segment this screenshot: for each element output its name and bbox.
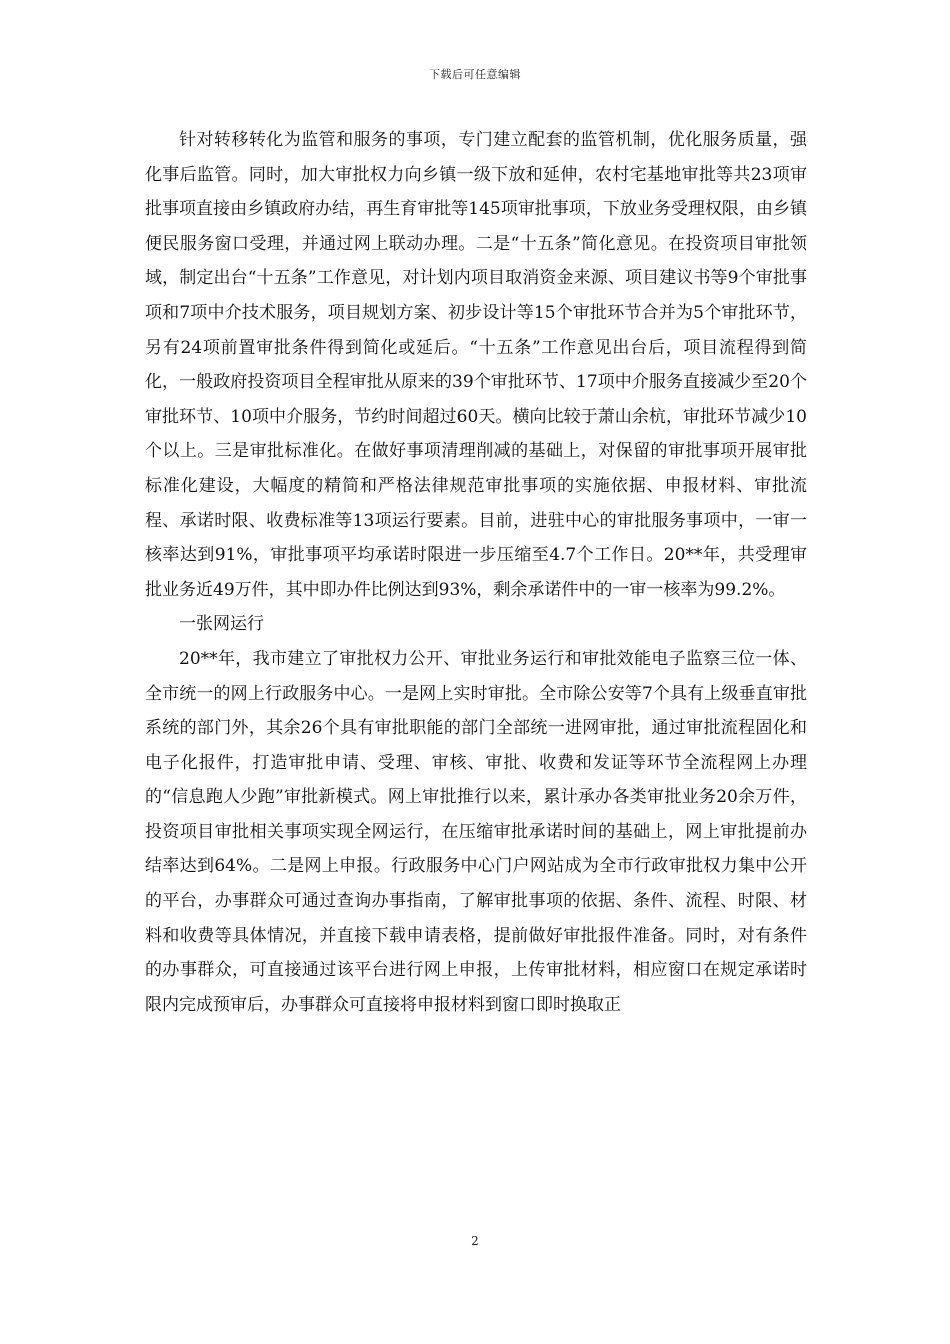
body-paragraph: 20**年，我市建立了审批权力公开、审批业务运行和审批效能电子监察三位一体、全市统一的网上行政服务中心。一是网上实时审批。全市除公安等7个具有上级垂直审批系统的部门外，其余26个具有审批职能的部门全部统一进网审批，通过审批流程固化和电子化报件，打造审批申请、受理、审核、审批、收费和发证等环节全流程网上办理的“信息跑人少跑”审批新模式。网上审批推行以来，累计承办各类审批业务20余万件，投资项目审批相关事项实现全网运行，在压缩审批承诺时间的基础上，网上审批提前办结率达到64%。二是网上申报。行政服务中心门户网站成为全市行政审批权力集中公开的平台，办事群众可通过查询办事指南，了解审批事项的依据、条件、流程、时限、材料和收费等具体情况，并直接下载申请表格，提前做好审批报件准备。同时，对有条件的办事群众，可直接通过该平台进行网上申报，上传审批材料，相应窗口在规定承诺时限内完成预审后，办事群众可直接将申报材料到窗口即时换取正 bbox=[145, 648, 807, 1015]
section-heading: 一张网运行 bbox=[179, 614, 264, 635]
document-body bbox=[145, 123, 807, 1022]
page-number: 2 bbox=[471, 1234, 479, 1248]
body-paragraph: 针对转移转化为监管和服务的事项，专门建立配套的监管机制，优化服务质量，强化事后监管。同时，加大审批权力向乡镇一级下放和延伸，农村宅基地审批等共23项审批事项直接由乡镇政府办结，再生育审批等145项审批事项，下放业务受理权限，由乡镇便民服务窗口受理，并通过网上联动办理。二是“十五条”简化意见。在投资项目审批领域，制定出台“十五条”工作意见，对计划内项目取消资金来源、项目建议书等9个审批事项和7项中介技术服务，项目规划方案、初步设计等15个审批环节合并为5个审批环节，另有24项前置审批条件得到简化或延后。“十五条”工作意见出台后，项目流程得到简化，一般政府投资项目全程审批从原来的39个审批环节、17项中介服务直接减少至20个审批环节、10项中介服务，节约时间超过60天。横向比较于萧山余杭，审批环节减少10个以上。三是审批标准化。在做好事项清理削减的基础上，对保留的审批事项开展审批标准化建设，大幅度的精简和严格法律规范审批事项的实施依据、申报材料、审批流程、承诺时限、收费标准等13项运行要素。目前，进驻中心的审批服务事项中，一审一核率达到91%，审批事项平均承诺时限进一步压缩至4.7个工作日。20**年，共受理审批业务近49万件，其中即办件比例达到93%，剩余承诺件中的一审一核率为99.2%。 bbox=[145, 130, 807, 600]
page-header: 下载后可任意编辑 bbox=[429, 68, 521, 81]
